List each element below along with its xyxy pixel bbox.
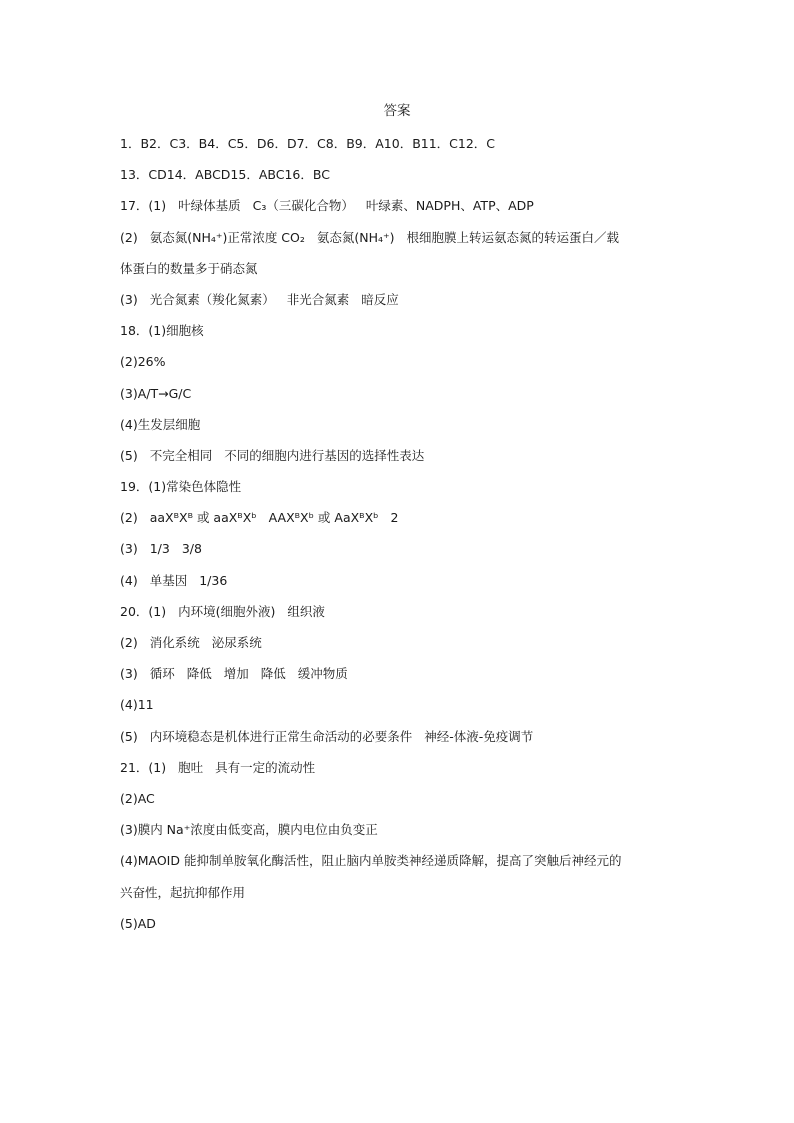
answer-part: 缓冲物质 — [297, 666, 348, 682]
answer-part: 具有一定的流动性 — [215, 759, 316, 775]
question-number: 17．(1) — [120, 198, 167, 214]
question-number: 20．(1) — [120, 603, 167, 619]
answer-text: (3)A/T→G/C — [120, 385, 192, 401]
answer-part: 叶绿素、NADPH、ATP、ADP — [365, 198, 534, 214]
answer-line-q17-2a — [120, 228, 690, 259]
question-number: (3) — [120, 666, 138, 682]
answer-part: aaXᴮXᴮ 或 aaXᴮXᵇ — [149, 510, 257, 526]
answer-text: (3)膜内 Na⁺浓度由低变高，膜内电位由负变正 — [120, 822, 378, 838]
answer-part: 叶绿体基质 — [178, 198, 241, 214]
answer-line-q18-1 — [120, 321, 690, 352]
answer-part: 内环境(细胞外液) — [178, 603, 276, 619]
question-number: (5) — [120, 447, 138, 463]
answer-part: 内环境稳态是机体进行正常生命活动的必要条件 — [149, 728, 413, 744]
answer-part: 暗反应 — [361, 291, 399, 307]
answer-line-q20-2 — [120, 633, 690, 664]
answer-line-q17-2b — [120, 259, 690, 290]
answer-part: 2 — [390, 510, 399, 526]
answer-text: 体蛋白的数量多于硝态氮 — [120, 260, 258, 276]
answer-line-q21-4b — [120, 883, 690, 914]
answer-line-q18-3 — [120, 384, 690, 415]
answer-part: 增加 — [223, 666, 249, 682]
answer-line-q17-1 — [120, 196, 690, 227]
answer-part: 消化系统 — [149, 635, 200, 650]
answer-line-q20-3 — [120, 664, 690, 695]
question-number: (5) — [120, 728, 138, 744]
page-title: 答案 — [383, 103, 411, 119]
answer-part: 降低 — [186, 666, 212, 682]
answer-line-mc-1 — [120, 134, 690, 165]
question-number: 21．(1) — [120, 759, 167, 775]
answer-text: 13．CD14．ABCD15．ABC16．BC — [120, 167, 330, 183]
answer-part: 组织液 — [287, 603, 325, 619]
answer-part: 单基因 — [149, 572, 188, 588]
answer-part: 泌尿系统 — [211, 635, 262, 650]
answer-text: (4)生发层细胞 — [120, 416, 201, 432]
answer-part: 胞吐 — [178, 759, 204, 775]
answer-part: 不完全相同 — [149, 447, 213, 463]
answer-line-q21-3 — [120, 820, 690, 851]
answer-part: 不同的细胞内进行基因的选择性表达 — [224, 447, 425, 463]
answer-part: AAXᴮXᵇ 或 AaXᴮXᵇ — [268, 510, 379, 526]
question-number: (2) — [120, 229, 138, 245]
answer-line-q20-4 — [120, 695, 690, 726]
question-number: (2) — [120, 635, 138, 650]
answer-text: 1．B2．C3．B4．C5．D6．D7．C8．B9．A10．B11．C12．C — [120, 136, 496, 151]
answer-part: 根细胞膜上转运氨态氮的转运蛋白／载 — [406, 229, 620, 245]
answer-part: 氨态氮(NH₄⁺) — [316, 229, 395, 245]
answer-line-q21-2 — [120, 789, 690, 820]
answer-text: (4)11 — [120, 697, 154, 713]
answer-line-q19-3 — [120, 539, 690, 570]
answer-text: (2)AC — [120, 790, 155, 806]
answer-part: 1/3 — [149, 541, 170, 557]
answer-text: (4)MAOID 能抑制单胺氧化酶活性，阻止脑内单胺类神经递质降解，提高了突触后神经元的 — [120, 853, 622, 869]
answer-text: 18．(1)细胞核 — [120, 323, 204, 339]
answer-line-q19-1 — [120, 477, 690, 508]
answer-line-q20-5 — [120, 727, 690, 758]
answer-part: 1/36 — [199, 572, 228, 588]
answer-text: (5)AD — [120, 915, 156, 931]
answer-text: (2)26% — [120, 354, 166, 370]
answer-part: 神经-体液-免疫调节 — [424, 728, 534, 744]
answer-line-q21-4a — [120, 851, 690, 882]
answer-part: 降低 — [260, 666, 286, 682]
question-number: (3) — [120, 541, 138, 557]
answer-line-q21-1 — [120, 758, 690, 789]
answer-line-q19-2 — [120, 508, 690, 539]
answer-part: 氨态氮(NH₄⁺)正常浓度 CO₂ — [149, 229, 305, 245]
answer-line-q21-5 — [120, 914, 690, 945]
answer-part: 光合氮素（羧化氮素） — [149, 291, 275, 307]
question-number: (3) — [120, 291, 138, 307]
answer-line-q17-3 — [120, 290, 690, 321]
question-number: (4) — [120, 572, 138, 588]
answer-line-mc-2 — [120, 165, 690, 196]
answer-line-q19-4 — [120, 571, 690, 602]
question-number: (2) — [120, 510, 138, 526]
answer-line-q18-4 — [120, 415, 690, 446]
answer-line-q18-5 — [120, 446, 690, 477]
answer-text: 19．(1)常染色体隐性 — [120, 479, 242, 495]
answer-part: 非光合氮素 — [286, 291, 350, 307]
answer-line-q20-1 — [120, 602, 690, 633]
answer-list — [120, 134, 690, 945]
answer-text: 兴奋性，起抗抑郁作用 — [120, 884, 246, 900]
answer-part: C₃（三碳化合物） — [252, 198, 354, 214]
answer-part: 循环 — [149, 666, 175, 682]
answer-line-q18-2 — [120, 352, 690, 383]
answer-part: 3/8 — [181, 541, 202, 557]
